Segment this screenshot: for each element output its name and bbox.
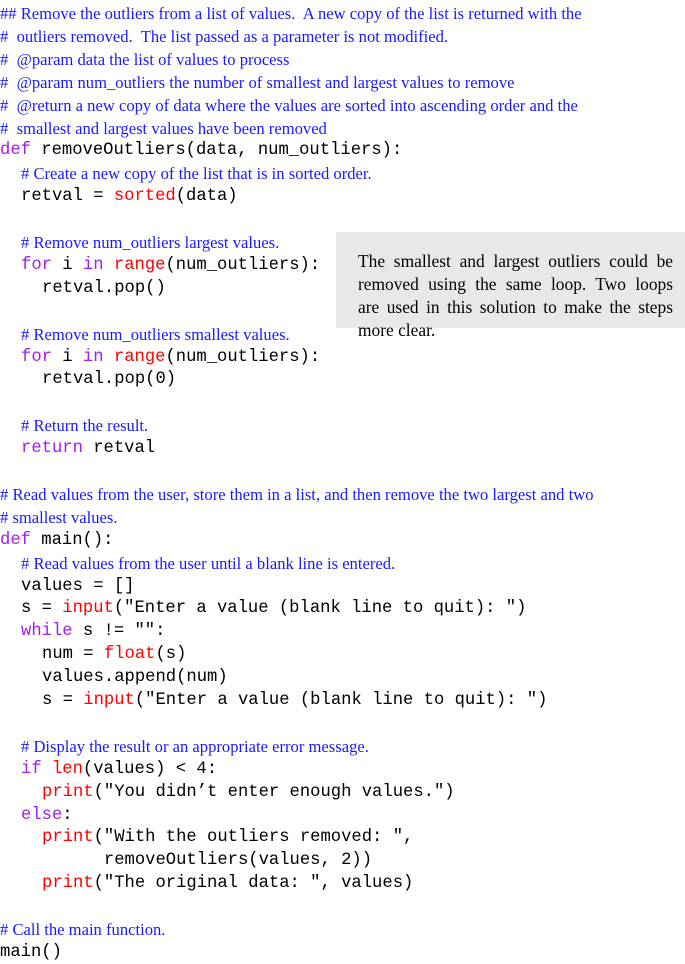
code-line <box>0 48 289 71</box>
code-builtin: print <box>42 782 94 802</box>
code-line <box>21 414 148 437</box>
code-text: s != "": <box>72 622 166 642</box>
code-line <box>0 94 578 117</box>
code-line <box>42 849 372 872</box>
code-builtin: input <box>83 691 135 710</box>
code-line <box>42 368 176 391</box>
code-text: ("Enter a value (blank line to quit): ") <box>134 691 548 710</box>
code-line <box>0 941 62 964</box>
code-text: retval.pop() <box>42 278 166 298</box>
code-line <box>21 552 395 575</box>
code-line <box>42 872 413 895</box>
code-line <box>21 620 165 643</box>
code-comment: # Create a new copy of the list that is in sorted order. <box>21 164 372 184</box>
code-line <box>21 346 320 369</box>
code-comment: ## Remove the outliers from a list of values. A new copy of the list is returned with the <box>0 4 582 23</box>
code-line <box>0 139 402 162</box>
side-note-line: removed using the same loop. Two loops <box>358 274 673 294</box>
code-text: ("Enter a value (blank line to quit): ") <box>113 599 527 619</box>
code-keyword: for <box>21 347 52 367</box>
code-line <box>0 71 515 94</box>
code-text: : <box>62 805 73 825</box>
code-text: removeOutliers(data, num_outliers): <box>30 141 403 161</box>
code-line <box>42 689 547 712</box>
code-text: (num_outliers): <box>165 255 321 275</box>
code-line <box>42 781 455 804</box>
code-text <box>104 256 114 275</box>
code-keyword: if <box>21 759 42 779</box>
code-text: retval = <box>21 187 114 207</box>
code-text: i <box>51 255 83 275</box>
code-text: s = <box>42 691 84 710</box>
code-text: ("With the outliers removed: ", <box>93 828 414 848</box>
code-line <box>21 758 217 781</box>
code-text: values = [] <box>21 576 135 596</box>
code-line <box>42 643 186 666</box>
code-comment: # Return the result. <box>21 416 149 436</box>
code-builtin: print <box>42 828 94 848</box>
code-line <box>42 277 166 300</box>
code-line <box>21 735 369 758</box>
side-note-line: The smallest and largest outliers could be <box>358 251 673 271</box>
code-text: removeOutliers(values, 2)) <box>42 851 373 871</box>
code-text: retval.pop(0) <box>42 370 177 390</box>
code-comment: # Remove num_outliers smallest values. <box>21 324 290 344</box>
code-line <box>21 323 290 346</box>
code-builtin: sorted <box>113 187 176 207</box>
code-line <box>21 185 238 208</box>
code-text: i <box>51 347 83 367</box>
code-text: values.append(num) <box>42 668 228 688</box>
code-line <box>0 918 165 941</box>
code-keyword: else <box>21 805 63 825</box>
code-line <box>21 231 279 254</box>
code-comment: # Display the result or an appropriate error message. <box>21 736 369 756</box>
side-note <box>336 232 685 340</box>
code-keyword: for <box>21 255 52 275</box>
code-text: ("You didn’t enter enough values.") <box>93 782 455 802</box>
code-builtin: range <box>113 255 166 275</box>
code-text: retval <box>82 439 156 459</box>
code-text: (num_outliers): <box>165 347 321 367</box>
code-text: (s) <box>155 645 187 665</box>
code-keyword: def <box>0 530 31 550</box>
code-line <box>0 117 327 140</box>
code-keyword: while <box>21 622 73 642</box>
code-line <box>21 162 372 185</box>
code-comment: # Remove num_outliers largest values. <box>21 233 280 252</box>
code-text: (values) < 4: <box>82 759 218 779</box>
code-text: (data) <box>175 187 238 207</box>
code-line <box>0 483 594 506</box>
code-comment: # Read values from the user, store them in a list, and then remove the two largest and two <box>0 484 594 504</box>
code-text: main() <box>0 942 62 962</box>
code-line <box>21 254 320 277</box>
code-text: s = <box>21 599 63 619</box>
code-comment: # Call the main function. <box>0 920 166 939</box>
code-line <box>0 529 113 552</box>
code-comment: # @return a new copy of data where the values are sorted into ascending order and the <box>0 95 578 115</box>
code-text <box>104 348 114 367</box>
code-comment: # outliers removed. The list passed as a parameter is not modified. <box>0 26 449 46</box>
code-keyword: return <box>21 439 83 459</box>
code-keyword: in <box>82 255 104 275</box>
code-builtin: float <box>103 645 156 665</box>
code-line <box>0 25 448 48</box>
code-line <box>42 666 228 689</box>
side-note-line: more clear. <box>358 320 436 340</box>
code-line <box>21 804 73 827</box>
code-comment: # smallest values. <box>0 507 118 527</box>
code-builtin: print <box>42 874 94 894</box>
code-line <box>0 506 118 529</box>
code-builtin: range <box>113 347 166 367</box>
code-comment: # smallest and largest values have been removed <box>0 118 327 138</box>
code-comment: # Read values from the user until a blank line is entered. <box>21 553 396 573</box>
code-line <box>21 437 155 460</box>
code-comment: # @param num_outliers the number of smallest and largest values to remove <box>0 72 515 92</box>
code-line <box>21 575 134 598</box>
code-text: ("The original data: ", values) <box>93 874 414 894</box>
side-note-line: are used in this solution to make the steps <box>358 297 673 317</box>
code-text: num = <box>42 645 104 665</box>
code-builtin: input <box>62 599 114 619</box>
code-text <box>42 760 52 779</box>
code-keyword: in <box>82 347 104 367</box>
code-builtin: len <box>51 759 83 779</box>
code-line <box>21 597 526 620</box>
code-line <box>0 2 582 25</box>
code-text: main(): <box>30 530 114 550</box>
code-keyword: def <box>0 141 31 161</box>
code-comment: # @param data the list of values to process <box>0 49 290 69</box>
